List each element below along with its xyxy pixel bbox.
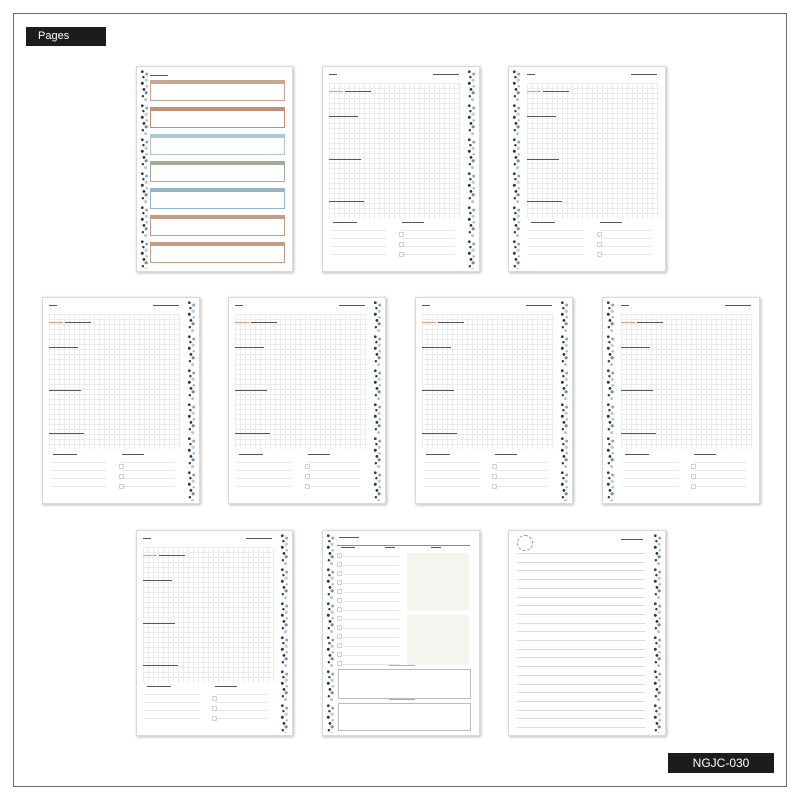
rule-line [517,553,645,554]
confetti-strip [325,533,336,733]
rule-line [424,486,479,487]
rule-line [343,574,399,575]
text-mark [402,222,424,223]
text-mark [527,116,556,117]
rule-line [495,470,548,471]
devotional-page [42,297,200,504]
checkbox [119,464,124,469]
rule-line [529,230,584,231]
rule-line [331,230,386,231]
checkbox [399,252,404,257]
text-mark [143,580,172,581]
text-mark [329,116,358,117]
rule-line [215,710,267,711]
text-mark [143,665,178,666]
checkbox [337,643,342,648]
text-mark [53,454,77,455]
rule-line [237,462,292,463]
checkbox [691,464,696,469]
text-mark [215,686,237,687]
checkbox [597,232,602,237]
text-mark [339,537,359,538]
rule-line [237,486,292,487]
checkbox [305,474,310,479]
text-mark [49,347,78,348]
rule-line [51,486,106,487]
rule-line [517,718,645,719]
text-mark [527,159,559,160]
text-mark [65,322,91,323]
rule-line [517,614,645,615]
rule-line [517,605,645,606]
rule-line [529,254,584,255]
rule-line [623,470,678,471]
devotional-page [136,530,293,736]
text-mark [329,74,337,75]
prayer-box [150,111,285,128]
rule-line [237,478,292,479]
checkbox [337,580,342,585]
text-mark [385,547,395,548]
checkbox [337,616,342,621]
rule-line [517,649,645,650]
rule-line [343,646,399,647]
text-mark [422,433,457,434]
rule-line [495,486,548,487]
sermon-notes-page [322,530,480,736]
text-mark [49,390,81,391]
rule-line [215,702,267,703]
checkbox [119,474,124,479]
text-mark [495,454,517,455]
checkbox [305,464,310,469]
rule-line [600,254,653,255]
rule-line [600,230,653,231]
accent-mark [49,322,63,323]
rule-line [694,470,747,471]
checkbox [691,484,696,489]
confetti-strip [279,533,290,733]
prayer-box [150,165,285,182]
rule-line [122,478,175,479]
text-mark [143,623,175,624]
rule-line [517,640,645,641]
rule-line [215,694,267,695]
checkbox [212,716,217,721]
text-mark [235,390,267,391]
rule-line [517,727,645,728]
checkbox [337,652,342,657]
checkbox [305,484,310,489]
prayer-box [150,192,285,209]
dot-grid [143,547,274,682]
prayer-box [150,219,285,236]
devotional-page [228,297,386,504]
checkbox [212,706,217,711]
rule-line [51,470,106,471]
rule-line [529,246,584,247]
rule-line [517,562,645,563]
devotional-page [508,66,666,272]
rule-line [343,610,399,611]
ring-icon [517,535,533,551]
rule-line [694,462,747,463]
text-mark [341,547,355,548]
checkbox [337,598,342,603]
accent-mark [422,322,436,323]
rule-line [343,655,399,656]
rule-line [308,478,361,479]
checkbox [492,484,497,489]
text-mark [147,686,171,687]
rule-line [343,565,399,566]
pages-label: Pages [26,27,106,46]
rule-line [145,710,200,711]
note-grid [407,553,469,611]
text-mark [637,322,663,323]
text-mark [527,201,562,202]
product-code-label: NGJC-030 [668,753,774,773]
rule-line [694,478,747,479]
text-mark [625,454,649,455]
rule-line [517,579,645,580]
prayer-box [150,246,285,263]
rule-line [331,246,386,247]
text-mark [159,555,185,556]
rule-line [517,631,645,632]
rule-line [145,694,200,695]
rule-line [623,486,678,487]
rule-line [517,588,645,589]
rule-line [424,470,479,471]
rule-line [517,570,645,571]
checkbox [399,232,404,237]
text-mark [422,347,451,348]
text-mark [339,305,365,306]
rule-line [51,478,106,479]
rule-line [517,710,645,711]
text-mark [235,433,270,434]
checkbox [492,464,497,469]
devotional-page [415,297,573,504]
accent-mark [143,555,157,556]
rule-line [145,718,200,719]
dot-grid [235,314,367,449]
text-mark [235,347,264,348]
rule-line [343,637,399,638]
accent-mark [329,91,343,92]
rule-line [343,619,399,620]
rule-line [600,238,653,239]
checkbox [337,634,342,639]
checkbox [597,252,602,257]
dot-grid [49,314,181,449]
text-mark [422,390,454,391]
checkbox [399,242,404,247]
rule-line [495,478,548,479]
rule-line [308,470,361,471]
dot-grid [329,83,461,218]
accent-mark [235,322,249,323]
rule-line [517,701,645,702]
devotional-page [322,66,480,272]
notes-box [338,669,471,699]
text-mark [333,222,357,223]
rule-line [424,478,479,479]
text-mark [251,322,277,323]
dot-grid [422,314,554,449]
confetti-strip [511,69,522,269]
rule-line [402,230,455,231]
text-mark [600,222,622,223]
accent-mark [389,665,415,666]
text-mark [345,91,371,92]
devotional-page [602,297,760,504]
accent-mark [389,699,415,700]
confetti-strip [466,69,477,269]
rule-line [495,462,548,463]
dot-grid [527,83,659,218]
rule-line [237,470,292,471]
rule-line [517,692,645,693]
text-mark [329,201,364,202]
text-mark [621,433,656,434]
text-mark [153,305,179,306]
rule-line [402,238,455,239]
notes-box [338,703,471,731]
checkbox [337,553,342,558]
rule-line [517,684,645,685]
prayer-list-page [136,66,293,272]
accent-mark [527,91,541,92]
lined-notes-page [508,530,666,736]
text-mark [235,305,243,306]
rule-line [343,601,399,602]
rule-line [517,657,645,658]
rule-line [122,462,175,463]
text-mark [694,454,716,455]
text-mark [433,74,459,75]
rule-line [517,597,645,598]
dot-grid [621,314,753,449]
rule-line [424,462,479,463]
rule-line [517,666,645,667]
text-mark [239,454,263,455]
text-mark [49,305,57,306]
rule-line [517,675,645,676]
rule-line [51,462,106,463]
rule-line [529,238,584,239]
checkbox [691,474,696,479]
rule-line [122,486,175,487]
confetti-strip [652,533,663,733]
text-mark [621,539,643,540]
text-mark [122,454,144,455]
rule-line [215,718,267,719]
rule-line [122,470,175,471]
checkbox [212,696,217,701]
confetti-strip [186,300,197,501]
text-mark [531,222,555,223]
text-mark [621,390,653,391]
text-mark [438,322,464,323]
rule-line [694,486,747,487]
text-mark [621,305,629,306]
rule-line [308,462,361,463]
text-mark [431,547,441,548]
rule-line [331,254,386,255]
prayer-box [150,138,285,155]
note-grid [407,615,469,665]
confetti-strip [372,300,383,501]
text-mark [725,305,751,306]
text-mark [422,305,430,306]
rule-line [145,702,200,703]
accent-mark [621,322,635,323]
prayer-box [150,84,285,101]
rule-line [623,462,678,463]
text-mark [631,74,657,75]
checkbox [492,474,497,479]
rule-line [600,246,653,247]
rule-line [402,254,455,255]
confetti-strip [605,300,616,501]
rule-line [337,545,470,546]
rule-line [331,238,386,239]
text-mark [329,159,361,160]
text-mark [543,91,569,92]
checkbox [119,484,124,489]
text-mark [526,305,552,306]
text-mark [49,433,84,434]
rule-line [402,246,455,247]
checkbox [337,625,342,630]
text-mark [527,74,535,75]
text-mark [621,347,650,348]
text-mark [426,454,450,455]
checkbox [337,661,342,666]
checkbox [337,607,342,612]
text-mark [143,538,151,539]
rule-line [343,592,399,593]
checkbox [597,242,602,247]
checkbox [337,589,342,594]
rule-line [343,556,399,557]
rule-line [623,478,678,479]
confetti-strip [559,300,570,501]
text-mark [246,538,272,539]
checkbox [337,571,342,576]
rule-line [517,623,645,624]
rule-line [343,628,399,629]
checkbox [337,562,342,567]
rule-line [343,583,399,584]
confetti-strip [139,69,150,269]
text-mark [308,454,330,455]
rule-line [308,486,361,487]
text-mark [150,75,168,76]
